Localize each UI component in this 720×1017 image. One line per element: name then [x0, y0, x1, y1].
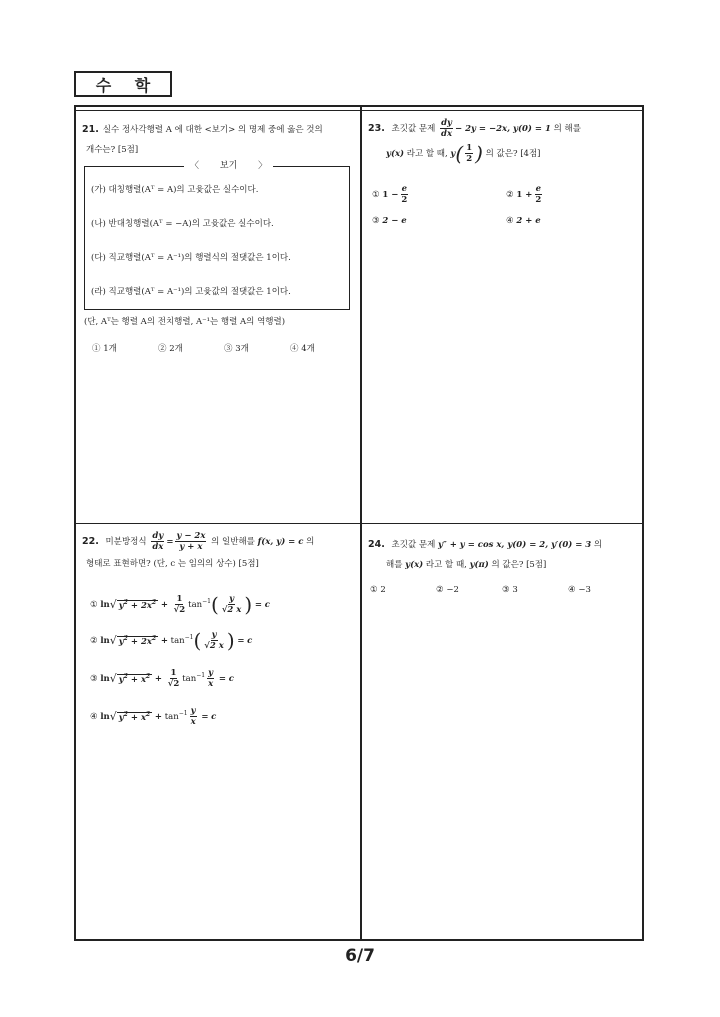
- option-1[interactable]: ① 1개: [92, 344, 117, 354]
- frame-top-rule: [76, 110, 642, 111]
- option-2[interactable]: ② 2개: [158, 344, 183, 354]
- question-22-option-4[interactable]: ④ ln√ $y^2 + x^2 + \tan^{-1}$ $\frac{y}{x}$ = c: [90, 705, 217, 727]
- evaluation-expression: y(π): [469, 560, 489, 570]
- bogi-item-ra: (라) 직교행렬(Aᵀ = A⁻¹)의 고윳값의 절댓값은 1이다.: [91, 287, 291, 297]
- question-number: 24.: [368, 539, 385, 550]
- option-3[interactable]: ③ 2 − e: [372, 216, 407, 226]
- question-text: 의: [306, 537, 315, 547]
- question-22: 22. 미분방정식 $\frac{dy}{dx}$ = $\frac{y - 2x}{y + x}$ 의 일반해를 f(x, y) = c 의 형태로 표현하면? (단, c 는 임의의 상수) [5점]: [82, 531, 356, 574]
- option-marker: ①: [90, 599, 98, 610]
- ode-equation: − 2y = −2x, y(0) = 1: [455, 124, 551, 134]
- question-22-option-2[interactable]: ② ln√ $y^2 + 2x^2 + \tan^{-1}$( $\frac{y}{√2 x}$ ) = c: [90, 628, 253, 653]
- bogi-label: 보기: [219, 161, 238, 171]
- question-21-options: [92, 339, 340, 359]
- question-22-option-3[interactable]: ③ ln√ $y^2 + x^2$ + $\frac{1}{√2}$ $\tan^{-1}$ $\frac{y}{x}$ = c: [90, 667, 234, 689]
- evaluation-expression: y( $\frac{1}{2}$ ): [450, 141, 483, 166]
- bogi-box: [84, 161, 350, 310]
- question-text-line2: 형태로 표현하면? (단, c 는 임의의 상수) [5점]: [86, 559, 259, 569]
- option-marker: ②: [90, 635, 98, 646]
- ode-equation: y″ + y = cos x, y(0) = 2, y′(0) = 3: [438, 540, 592, 550]
- question-text: 해를: [386, 560, 403, 570]
- question-number: 22.: [82, 536, 99, 547]
- question-24: [368, 535, 640, 575]
- question-text: 의: [593, 540, 603, 550]
- solution-symbol: y(x): [405, 560, 424, 570]
- question-text: 의 일반해를: [211, 537, 255, 547]
- general-solution-form: f(x, y) = c: [257, 537, 304, 547]
- option-4[interactable]: ④ 4개: [290, 344, 315, 354]
- question-21: [82, 120, 352, 160]
- section-divider: [76, 523, 642, 524]
- question-text: 초깃값 문제: [391, 124, 436, 134]
- bogi-header: [184, 158, 273, 171]
- question-23: [368, 118, 638, 164]
- derivative-fraction: $\frac{dy}{dx}$: [152, 531, 164, 552]
- question-text-tail: 의 해를: [553, 124, 581, 134]
- question-text: 미분방정식: [105, 537, 147, 547]
- bogi-item-ga: (가) 대칭행렬(Aᵀ = A)의 고윳값은 실수이다.: [91, 185, 259, 195]
- option-2[interactable]: ② −2: [436, 585, 459, 595]
- option-4[interactable]: ④ 2 + e: [506, 216, 541, 226]
- subject-title: 수 학: [95, 75, 160, 95]
- question-text: 라고 할 때,: [406, 149, 448, 159]
- solution-symbol: y(x): [386, 149, 405, 159]
- option-2[interactable]: ② 1 + $\frac{e}{2}$: [506, 184, 542, 205]
- option-3[interactable]: ③ 3: [502, 585, 518, 595]
- option-marker: ④: [90, 711, 98, 722]
- option-4[interactable]: ④ −3: [568, 585, 591, 595]
- question-number: 21.: [82, 124, 99, 135]
- bogi-item-na: (나) 반대칭행렬(Aᵀ = −A)의 고윳값은 실수이다.: [91, 219, 274, 229]
- question-number: 23.: [368, 123, 385, 134]
- option-1[interactable]: ① 2: [370, 585, 386, 595]
- question-text: 초깃값 문제: [391, 540, 436, 550]
- left-angle-icon: 〈: [190, 161, 200, 171]
- question-text-line2: 개수는? [5점]: [86, 145, 139, 155]
- question-text-tail: 의 값은? [4점]: [485, 149, 541, 159]
- derivative-fraction: $\frac{dy}{dx}$: [441, 118, 453, 139]
- option-3[interactable]: ③ 3개: [224, 344, 249, 354]
- rhs-fraction: $\frac{y - 2x}{y + x}$: [176, 531, 206, 552]
- question-23-options: [372, 184, 632, 231]
- bogi-item-da: (다) 직교행렬(Aᵀ = A⁻¹)의 행렬식의 절댓값은 1이다.: [91, 253, 291, 263]
- subject-header-box: [74, 71, 172, 97]
- question-21-note: (단, Aᵀ는 행렬 A의 전치행렬, A⁻¹는 행렬 A의 역행렬): [84, 317, 286, 327]
- question-text: 실수 정사각행렬 A 에 대한 <보기> 의 명제 중에 옳은 것의: [102, 125, 323, 135]
- page-number: 6/7: [345, 946, 375, 966]
- question-22-option-1[interactable]: ① ln√ $y^2 + 2x^2$ + $\frac{1}{√2}$ $\tan^{-1}$( $\frac{y}{√2 x}$ ) = c: [90, 592, 270, 617]
- option-marker: ③: [90, 673, 98, 684]
- right-angle-icon: 〉: [258, 161, 268, 171]
- option-1[interactable]: ① 1 − $\frac{e}{2}$: [372, 184, 408, 205]
- question-text-tail: 의 값은? [5점]: [491, 560, 547, 570]
- question-24-options: [370, 580, 618, 600]
- question-text: 라고 할 때,: [425, 560, 467, 570]
